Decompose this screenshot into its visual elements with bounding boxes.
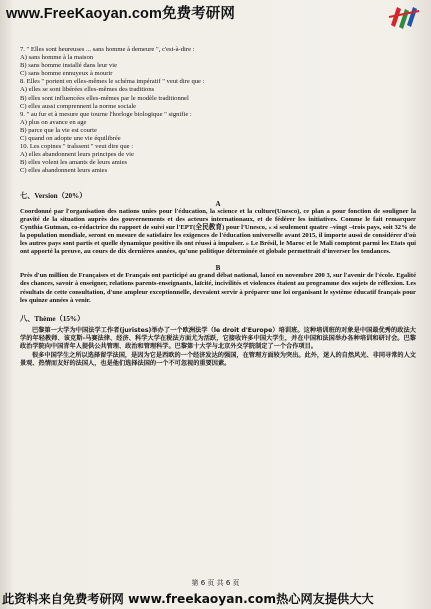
question-line: B) sans homme installé dans leur vie <box>20 62 118 70</box>
part-b-label: B <box>215 264 221 273</box>
question-line: A) elles se sont libérées elles-mêmes des traditions <box>20 86 155 94</box>
question-line: C) sans homme ennuyeux à mourir <box>20 70 113 78</box>
question-line: A) plus on avance en age <box>20 118 87 126</box>
page-footer: 第 6 页 共 6 页 <box>191 579 240 587</box>
question-line: C) elles aussi comprennent la norme sociale <box>20 102 137 110</box>
question-line: 10. Les copines " traîssent " veut dire que : <box>20 143 134 151</box>
question-line: A) elles abandonnent leurs principes de vie <box>20 151 134 159</box>
question-line: A) sans homme à la maison <box>20 54 94 62</box>
question-list <box>20 46 416 176</box>
question-line: B) elles volent les amants de leurs amies <box>20 159 128 167</box>
freekaoyan-logo-icon <box>385 3 421 29</box>
theme-text-2: 很多中国学生之所以选择留学法国，是因为它是西欧的一个经济发达的强国，在管理方面较为突出。此外，迷人的自然风光、非同寻常的人文景观、热情而友好的法国人，也是他们选择法国的一个不可忽视的重要因素。 <box>20 351 416 367</box>
question-line: 9. " au fur et à mesure que tourne l'horloge biologique " signifie : <box>20 110 192 118</box>
version-text-a: Coordonné par l'organisation des nations unies pour l'éducation, la science et la culture(Unesco), ce plan a pour fonction de souligner la gravité de la situation auprès des gouvernements et des acteurs internationaux, et de fédérer les initiatives. Comme le fait remarquer Cynthia Gutman, co-rédactrice du rapport de suivi sur l'EPT(全民教育) pour l'Unesco, « si seulement quatre –vingt –trois pays, soit 32% de la population mondiale, seront en mesure de satisfaire les exigences de l'éducation universelle avant 2015, il importe aussi de considérer d'où les autres pays sont partis et quelle dynamique positive ils ont réussi à impulser. » Le Brésil, le Maroc et le Mali comptent parmi les Etats qui ont apporté la preuve, au cours de dix dernières années, qu'une politique déterminée et globale permettrait d'inverser les tendances. <box>20 207 416 256</box>
question-line: C) quand on adopte une vie équilibrée <box>20 135 121 143</box>
part-a-label: A <box>215 199 221 208</box>
version-text-b: Près d'un million de Françaises et de Français ont participé au grand débat national, lancé en novembre 200 3, sur l'avenir de l'école. Egalité des chances, savoir à enseigner, relations parents-enseignants, laïcité, incivilités et violences étaient au programme des sujets de réflexion. Les résultats de cette consultation, d'une ampleur exceptionnelle, devraient servir à préparer une loi organisant le système éducatif français pour les quinze années à venir. <box>20 272 416 304</box>
watermark-top: www.FreeKaoyan.com免费考研网 <box>6 6 235 22</box>
section-heading-theme: 八、Thème（15%） <box>20 314 85 323</box>
document-body <box>20 46 416 368</box>
question-line: 8. Elles " portent en elles-mêmes le schéma impératif " veut dire que : <box>20 78 205 86</box>
watermark-bottom: 此资料来自免费考研网 www.freekaoyan.com热心网友提供大大 <box>2 592 374 606</box>
section-heading-version: 七、Version（20%） <box>20 191 87 200</box>
question-line: B) elles sont influencées elles-mêmes par le modèle traditionnel <box>20 94 189 102</box>
question-line: C) elles abandonnent leurs amies <box>20 167 108 175</box>
question-line: 7. " Elles sont heureuses ... sans homme à demeure ", c'est-à-dire : <box>20 46 195 53</box>
theme-text-1: 巴黎第一大学为中国法学工作者(juristes)举办了一个欧洲法学（le droit d'Europe）培训班。这种培训班的对象是中国最优秀的政法大学的年轻教师、该克斯-马赛法律、经济、科学大学在税法方面尤为活跃，它接收许多中国大学生，并在中国和法国举办各种培训和研讨会。巴黎政治学院向中国青年人提供公共管理、政治和管理科学。巴黎第十大学与北京外交学院制定了一个合作项目。 <box>20 326 416 351</box>
question-line: B) parce que la vie est courte <box>20 126 97 134</box>
